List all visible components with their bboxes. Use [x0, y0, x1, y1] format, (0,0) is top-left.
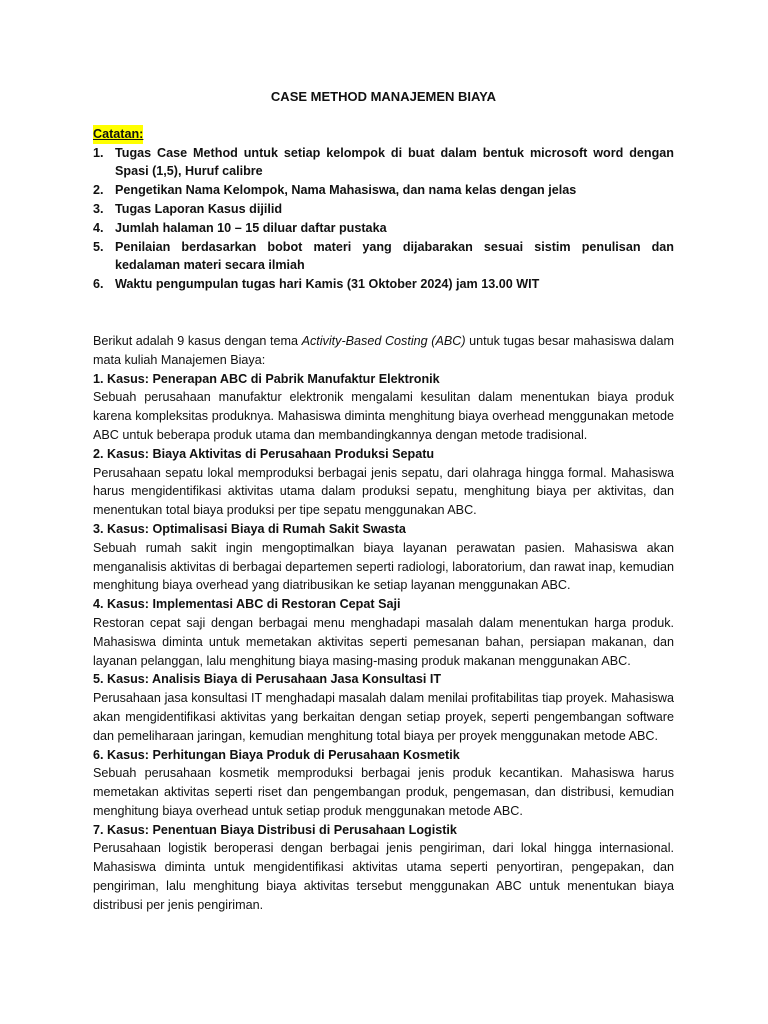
note-number: 4. — [93, 220, 104, 235]
intro-text-before: Berikut adalah 9 kasus dengan tema — [93, 333, 302, 348]
case-1 — [93, 370, 674, 445]
case-title: 1. Kasus: Penerapan ABC di Pabrik Manufaktur Elektronik — [93, 371, 440, 386]
note-number: 2. — [93, 183, 104, 198]
case-2 — [93, 445, 674, 520]
note-number: 6. — [93, 277, 104, 292]
section-spacer — [93, 294, 674, 332]
case-description: Sebuah rumah sakit ingin mengoptimalkan biaya layanan perawatan pasien. Mahasiswa akan menganalisis aktivitas di berbagai departemen seperti radiologi, laboratorium, dan rawat inap, kemudian menghitung biaya overhead yang diatribusikan ke setiap layanan menggunakan ABC. — [93, 540, 674, 593]
case-title: 4. Kasus: Implementasi ABC di Restoran Cepat Saji — [93, 597, 401, 612]
notes-list — [93, 144, 674, 294]
note-item — [93, 219, 674, 238]
note-item — [93, 238, 674, 276]
case-4 — [93, 595, 674, 670]
case-title: 6. Kasus: Perhitungan Biaya Produk di Perusahaan Kosmetik — [93, 747, 460, 762]
case-description: Perusahaan sepatu lokal memproduksi berbagai jenis sepatu, dari olahraga hingga formal. Mahasiswa harus mengidentifikasi aktivitas utama dalam produksi sepatu, menghitung biaya per aktivitas, dan menentukan total biaya produksi per tipe sepatu menggunakan ABC. — [93, 465, 674, 518]
note-text: Waktu pengumpulan tugas hari Kamis (31 Oktober 2024) jam 13.00 WIT — [115, 277, 540, 292]
case-description: Sebuah perusahaan kosmetik memproduksi berbagai jenis produk kecantikan. Mahasiswa harus memetakan aktivitas seperti riset dan pengembangan produk, pengemasan, dan distribusi, kemudian menghitung biaya overhead untuk setiap produk menggunakan metode ABC. — [93, 766, 674, 818]
case-title: 2. Kasus: Biaya Aktivitas di Perusahaan Produksi Sepatu — [93, 446, 435, 461]
case-3 — [93, 520, 674, 595]
note-text: Penilaian berdasarkan bobot materi yang dijabarakan sesuai sistim penulisan dan kedalaman materi secara ilmiah — [115, 239, 674, 273]
note-text: Tugas Case Method untuk setiap kelompok di buat dalam bentuk microsoft word dengan Spasi (1,5), Huruf calibre — [115, 145, 674, 179]
intro-text-after: untuk tugas besar mahasiswa dalam mata kuliah Manajemen Biaya: — [93, 333, 674, 367]
note-number: 5. — [93, 239, 104, 254]
note-number: 1. — [93, 145, 104, 160]
notes-heading: Catatan: — [93, 125, 143, 144]
note-text: Jumlah halaman 10 – 15 diluar daftar pustaka — [115, 220, 387, 235]
case-title: 3. Kasus: Optimalisasi Biaya di Rumah Sakit Swasta — [93, 521, 406, 536]
intro-emphasis: Activity-Based Costing (ABC) — [301, 333, 466, 348]
intro-paragraph — [93, 332, 674, 370]
case-title: 7. Kasus: Penentuan Biaya Distribusi di Perusahaan Logistik — [93, 822, 457, 837]
case-title: 5. Kasus: Analisis Biaya di Perusahaan Jasa Konsultasi IT — [93, 672, 442, 687]
case-description: Sebuah perusahaan manufaktur elektronik mengalami kesulitan dalam menentukan biaya produk karena kompleksitas produknya. Mahasiswa diminta menghitung biaya overhead menggunakan metode ABC untuk beberapa produk utama dan membandingkannya dengan metode tradisional. — [93, 390, 674, 442]
note-text: Tugas Laporan Kasus dijilid — [115, 201, 283, 216]
case-5 — [93, 670, 674, 745]
note-number: 3. — [93, 201, 104, 216]
case-description: Restoran cepat saji dengan berbagai menu menghadapi masalah dalam menentukan harga produk. Mahasiswa diminta untuk memetakan aktivitas seperti pemesanan bahan, persiapan makanan, dan layanan pelanggan, lalu menghitung biaya masing-masing produk makanan menggunakan ABC. — [93, 615, 674, 668]
note-item — [93, 275, 674, 294]
case-7 — [93, 821, 674, 915]
note-text: Pengetikan Nama Kelompok, Nama Mahasiswa, dan nama kelas dengan jelas — [115, 183, 577, 198]
case-description: Perusahaan jasa konsultasi IT menghadapi masalah dalam menilai profitabilitas tiap proyek. Mahasiswa akan mengidentifikasi aktivitas yang berkaitan dengan setiap proyek, seperti pengembangan software dan pemeliharaan jaringan, kemudian menghitung total biaya per proyek menggunakan metode ABC. — [93, 691, 674, 743]
note-item — [93, 181, 674, 200]
note-item — [93, 144, 674, 182]
case-6 — [93, 746, 674, 821]
note-item — [93, 200, 674, 219]
case-description: Perusahaan logistik beroperasi dengan berbagai jenis pengiriman, dari lokal hingga internasional. Mahasiswa diminta untuk mengidentifikasi aktivitas utama seperti penyortiran, pengepakan, dan pengiriman, lalu menghitung biaya aktivitas tersebut menggunakan ABC untuk menentukan biaya distribusi per jenis pengiriman. — [93, 841, 674, 912]
document-title: CASE METHOD MANAJEMEN BIAYA — [270, 89, 497, 104]
